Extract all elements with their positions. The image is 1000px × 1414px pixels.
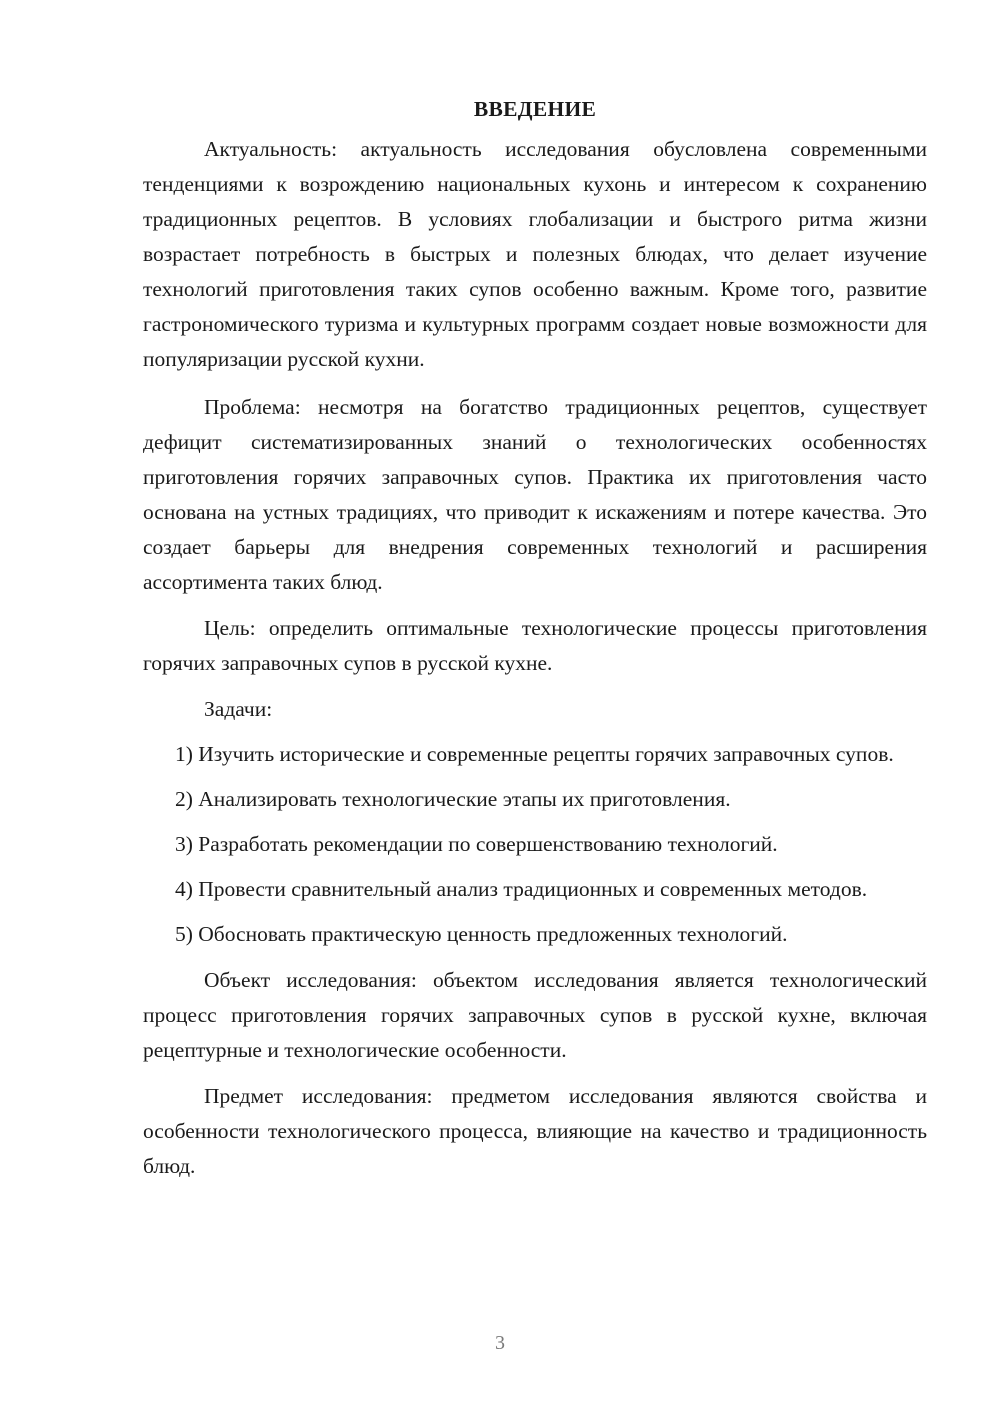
object-paragraph: Объект исследования: объектом исследования является технологический процесс приготовления горячих заправочных супов в русской кухне, включая рецептурные и технологические особенности. <box>143 968 927 1062</box>
task-item: 1) Изучить исторические и современные рецепты горячих заправочных супов. <box>175 742 894 766</box>
task-item: 2) Анализировать технологические этапы их приготовления. <box>175 787 731 811</box>
subject-paragraph: Предмет исследования: предметом исследования являются свойства и особенности технологического процесса, влияющие на качество и традиционность блюд. <box>143 1084 927 1178</box>
problem-paragraph: Проблема: несмотря на богатство традиционных рецептов, существует дефицит систематизированных знаний о технологических особенностях приготовления горячих заправочных супов. Практика их приготовления часто основана на устных традициях, что приводит к искажениям и потере качества. Это создает барьеры для внедрения современных технологий и расширения ассортимента таких блюд. <box>143 395 927 594</box>
document-body <box>143 92 927 1184</box>
page-title: ВВЕДЕНИЕ <box>473 97 597 121</box>
page-number: 3 <box>495 1332 505 1354</box>
goal-paragraph: Цель: определить оптимальные технологические процессы приготовления горячих заправочных супов в русской кухне. <box>143 616 927 675</box>
task-item: 4) Провести сравнительный анализ традиционных и современных методов. <box>175 877 868 901</box>
tasks-heading: Задачи: <box>204 697 273 721</box>
task-item: 5) Обосновать практическую ценность предложенных технологий. <box>175 922 788 946</box>
relevance-paragraph: Актуальность: актуальность исследования обусловлена современными тенденциями к возрождению национальных кухонь и интересом к сохранению традиционных рецептов. В условиях глобализации и быстрого ритма жизни возрастает потребность в быстрых и полезных блюдах, что делает изучение технологий приготовления таких супов особенно важным. Кроме того, развитие гастрономического туризма и культурных программ создает новые возможности для популяризации русской кухни. <box>143 137 927 371</box>
task-item: 3) Разработать рекомендации по совершенствованию технологий. <box>175 832 778 856</box>
